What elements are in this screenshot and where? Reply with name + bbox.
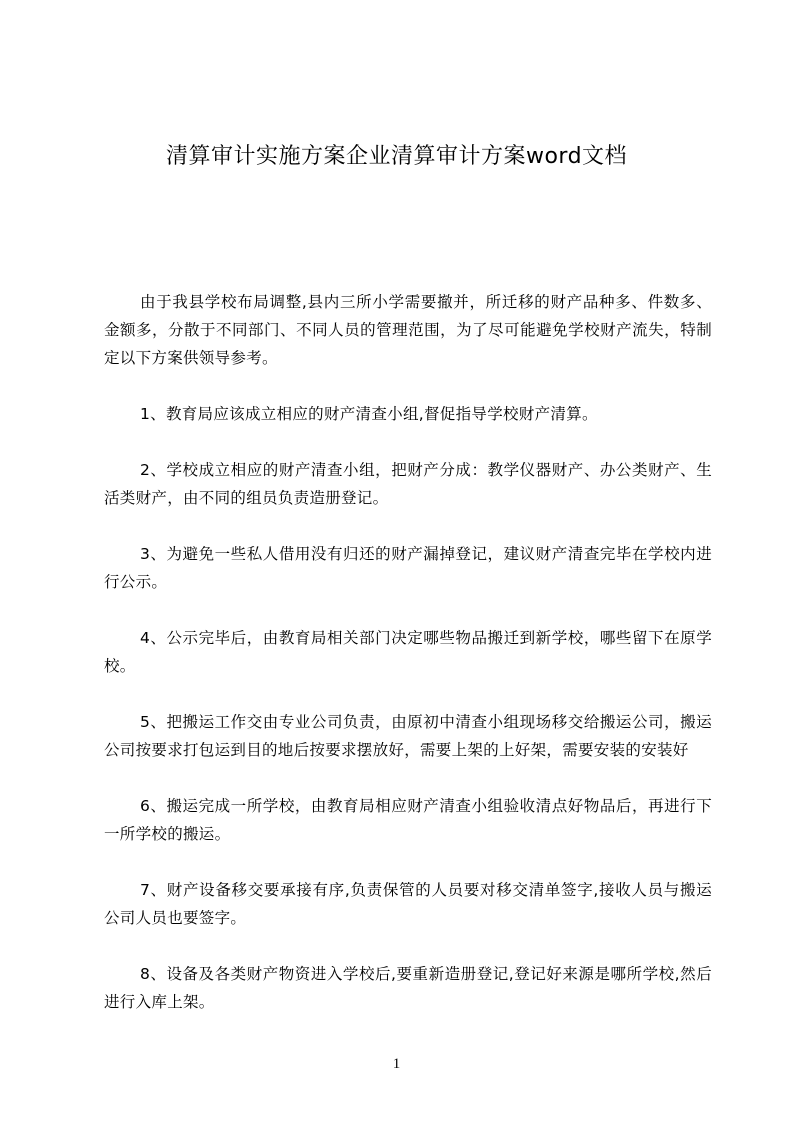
- page-number: 1: [392, 1056, 401, 1072]
- list-item: 8、设备及各类财产物资进入学校后,要重新造册登记,登记好来源是哪所学校,然后进行入库上架。: [104, 965, 712, 1011]
- list-item: 5、把搬运工作交由专业公司负责，由原初中清查小组现场移交给搬运公司，搬运公司按要求打包运到目的地后按要求摆放好，需要上架的上好架，需要安装的安装好: [104, 713, 712, 759]
- document-body: [104, 288, 712, 1044]
- list-item: 7、财产设备移交要承接有序,负责保管的人员要对移交清单签字,接收人员与搬运公司人员也要签字。: [104, 881, 712, 927]
- list-item: 3、为避免一些私人借用没有归还的财产漏掉登记，建议财产清查完毕在学校内进行公示。: [104, 545, 712, 591]
- list-item: 1、教育局应该成立相应的财产清查小组,督促指导学校财产清算。: [140, 405, 598, 423]
- list-item: 4、公示完毕后，由教育局相关部门决定哪些物品搬迁到新学校，哪些留下在原学校。: [104, 629, 712, 675]
- document-title: 清算审计实施方案企业清算审计方案word文档: [165, 144, 628, 169]
- list-item: 6、搬运完成一所学校，由教育局相应财产清查小组验收清点好物品后，再进行下一所学校的搬运。: [104, 797, 712, 843]
- list-item: 2、学校成立相应的财产清查小组，把财产分成：教学仪器财产、办公类财产、生活类财产，由不同的组员负责造册登记。: [104, 461, 712, 507]
- intro-paragraph: 由于我县学校布局调整,县内三所小学需要撤并，所迁移的财产品种多、件数多、金额多，分散于不同部门、不同人员的管理范围，为了尽可能避免学校财产流失，特制定以下方案供领导参考。: [104, 293, 712, 367]
